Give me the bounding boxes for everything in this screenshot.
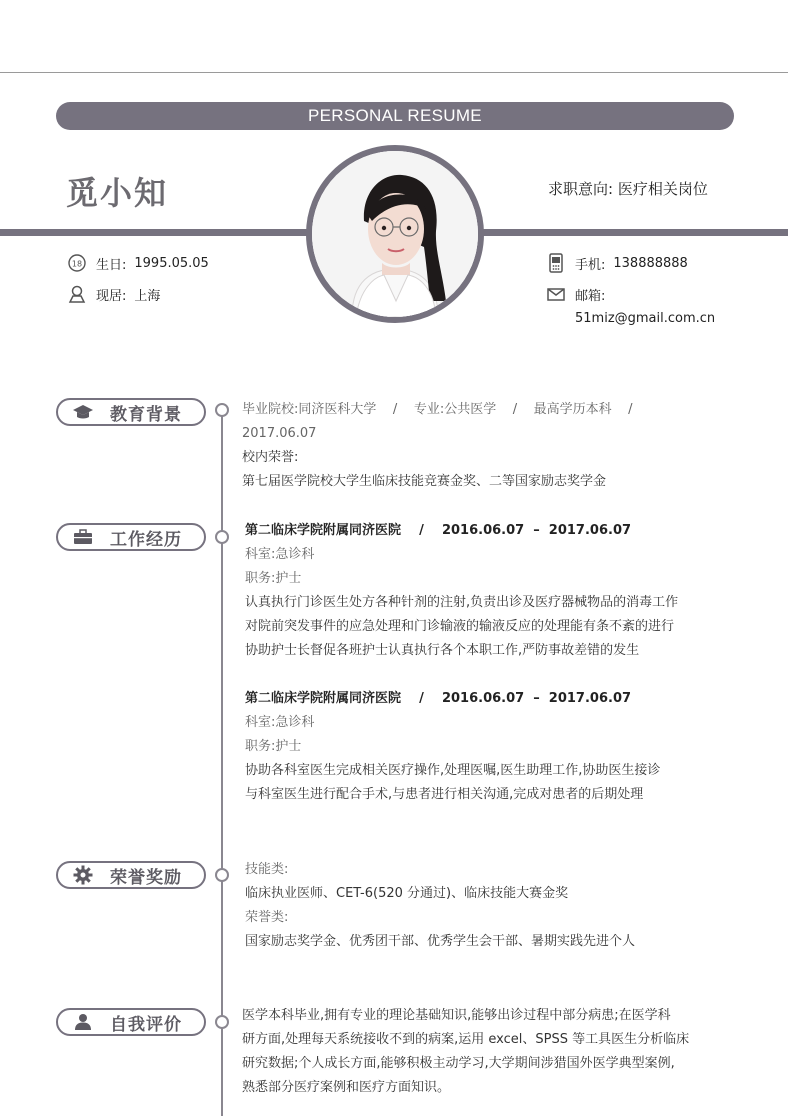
section-honors-header <box>56 861 206 889</box>
phone-icon <box>545 253 567 273</box>
timeline-node-honors <box>215 868 229 882</box>
honors-list: 国家励志奖学金、优秀团干部、优秀学生会干部、暑期实践先进个人 <box>245 934 636 949</box>
section-honors-title: 荣誉奖励 <box>110 867 182 888</box>
job-1-desc-2: 对院前突发事件的应急处理和门诊输液的输液反应的处理能有条不紊的进行 <box>245 619 675 634</box>
education-honors-label: 校内荣誉: <box>242 450 299 465</box>
birthday-value: 1995.05.05 <box>134 255 209 271</box>
job-2-role: 职务:护士 <box>245 739 302 754</box>
email-label: 邮箱: <box>575 288 606 304</box>
education-date: 2017.06.07 <box>242 426 317 441</box>
timeline-line <box>221 410 223 1116</box>
honors-honors-label: 荣誉类: <box>245 910 289 925</box>
job-1-role: 职务:护士 <box>245 571 302 586</box>
residence-label: 现居: <box>96 288 127 304</box>
section-self-title: 自我评价 <box>110 1014 182 1035</box>
honors-skills-label: 技能类: <box>245 862 289 877</box>
residence-row <box>66 284 160 304</box>
job-2-header: 第二临床学院附属同济医院 / 2016.06.07 – 2017.06.07 <box>245 691 632 706</box>
phone-row <box>545 253 688 273</box>
profile-photo <box>306 145 484 323</box>
resume-title: PERSONAL RESUME <box>308 106 482 125</box>
job-1-desc-1: 认真执行门诊医生处方各种针剂的注射,负责出诊及医疗器械物品的消毒工作 <box>245 595 679 610</box>
honors-skills: 临床执业医师、CET-6(520 分通过)、临床技能大赛金奖 <box>245 886 569 901</box>
birthday-label: 生日: <box>96 257 127 273</box>
birthday-row <box>66 253 209 273</box>
graduation-cap-icon <box>72 403 94 421</box>
email-value: 51miz@gmail.com.cn <box>575 311 716 326</box>
envelope-icon <box>545 284 567 304</box>
job-1-dept: 科室:急诊科 <box>245 547 315 562</box>
candidate-name: 觅小知 <box>66 174 169 212</box>
objective-value: 医疗相关岗位 <box>617 180 708 198</box>
portrait-image <box>312 151 478 317</box>
section-self-header <box>56 1008 206 1036</box>
gear-icon <box>72 866 94 884</box>
person-icon <box>72 1013 94 1031</box>
job-objective <box>548 178 708 199</box>
section-education-header <box>56 398 206 426</box>
timeline-node-education <box>215 403 229 417</box>
timeline-node-work <box>215 530 229 544</box>
section-education-title: 教育背景 <box>110 404 182 425</box>
job-1-desc-3: 协助护士长督促各班护士认真执行各个本职工作,严防事故差错的发生 <box>245 643 640 658</box>
education-honors: 第七届医学院校大学生临床技能竞赛金奖、二等国家励志奖学金 <box>242 474 607 489</box>
timeline-node-self <box>215 1015 229 1029</box>
section-work-header <box>56 523 206 551</box>
age-18-icon <box>66 253 88 273</box>
objective-label: 求职意向: <box>548 180 614 198</box>
self-eval-line-1: 医学本科毕业,拥有专业的理论基础知识,能够出诊过程中部分病患;在医学科 <box>242 1008 671 1023</box>
job-2-desc-1: 协助各科室医生完成相关医疗操作,处理医嘱,医生助理工作,协助医生接诊 <box>245 763 661 778</box>
self-eval-line-3: 研究数据;个人成长方面,能够积极主动学习,大学期间涉猎国外医学典型案例, <box>242 1056 675 1071</box>
residence-value: 上海 <box>134 288 161 304</box>
phone-label: 手机: <box>575 257 606 273</box>
top-divider <box>0 72 788 73</box>
location-pin-icon <box>66 284 88 304</box>
job-1-header: 第二临床学院附属同济医院 / 2016.06.07 – 2017.06.07 <box>245 523 632 538</box>
job-2-dept: 科室:急诊科 <box>245 715 315 730</box>
self-eval-line-4: 熟悉部分医疗案例和医疗方面知识。 <box>242 1080 451 1095</box>
phone-value: 138888888 <box>613 255 688 271</box>
svg-text:18: 18 <box>71 259 83 269</box>
job-2-desc-2: 与科室医生进行配合手术,与患者进行相关沟通,完成对患者的后期处理 <box>245 787 644 802</box>
email-row <box>545 284 605 304</box>
resume-title-bar <box>56 102 734 130</box>
education-school-line: 毕业院校:同济医科大学 / 专业:公共医学 / 最高学历本科 / <box>242 402 633 417</box>
section-work-title: 工作经历 <box>110 529 182 550</box>
briefcase-icon <box>72 528 94 546</box>
self-eval-line-2: 研方面,处理每天系统接收不到的病案,运用 excel、SPSS 等工具医生分析临床 <box>242 1032 690 1047</box>
